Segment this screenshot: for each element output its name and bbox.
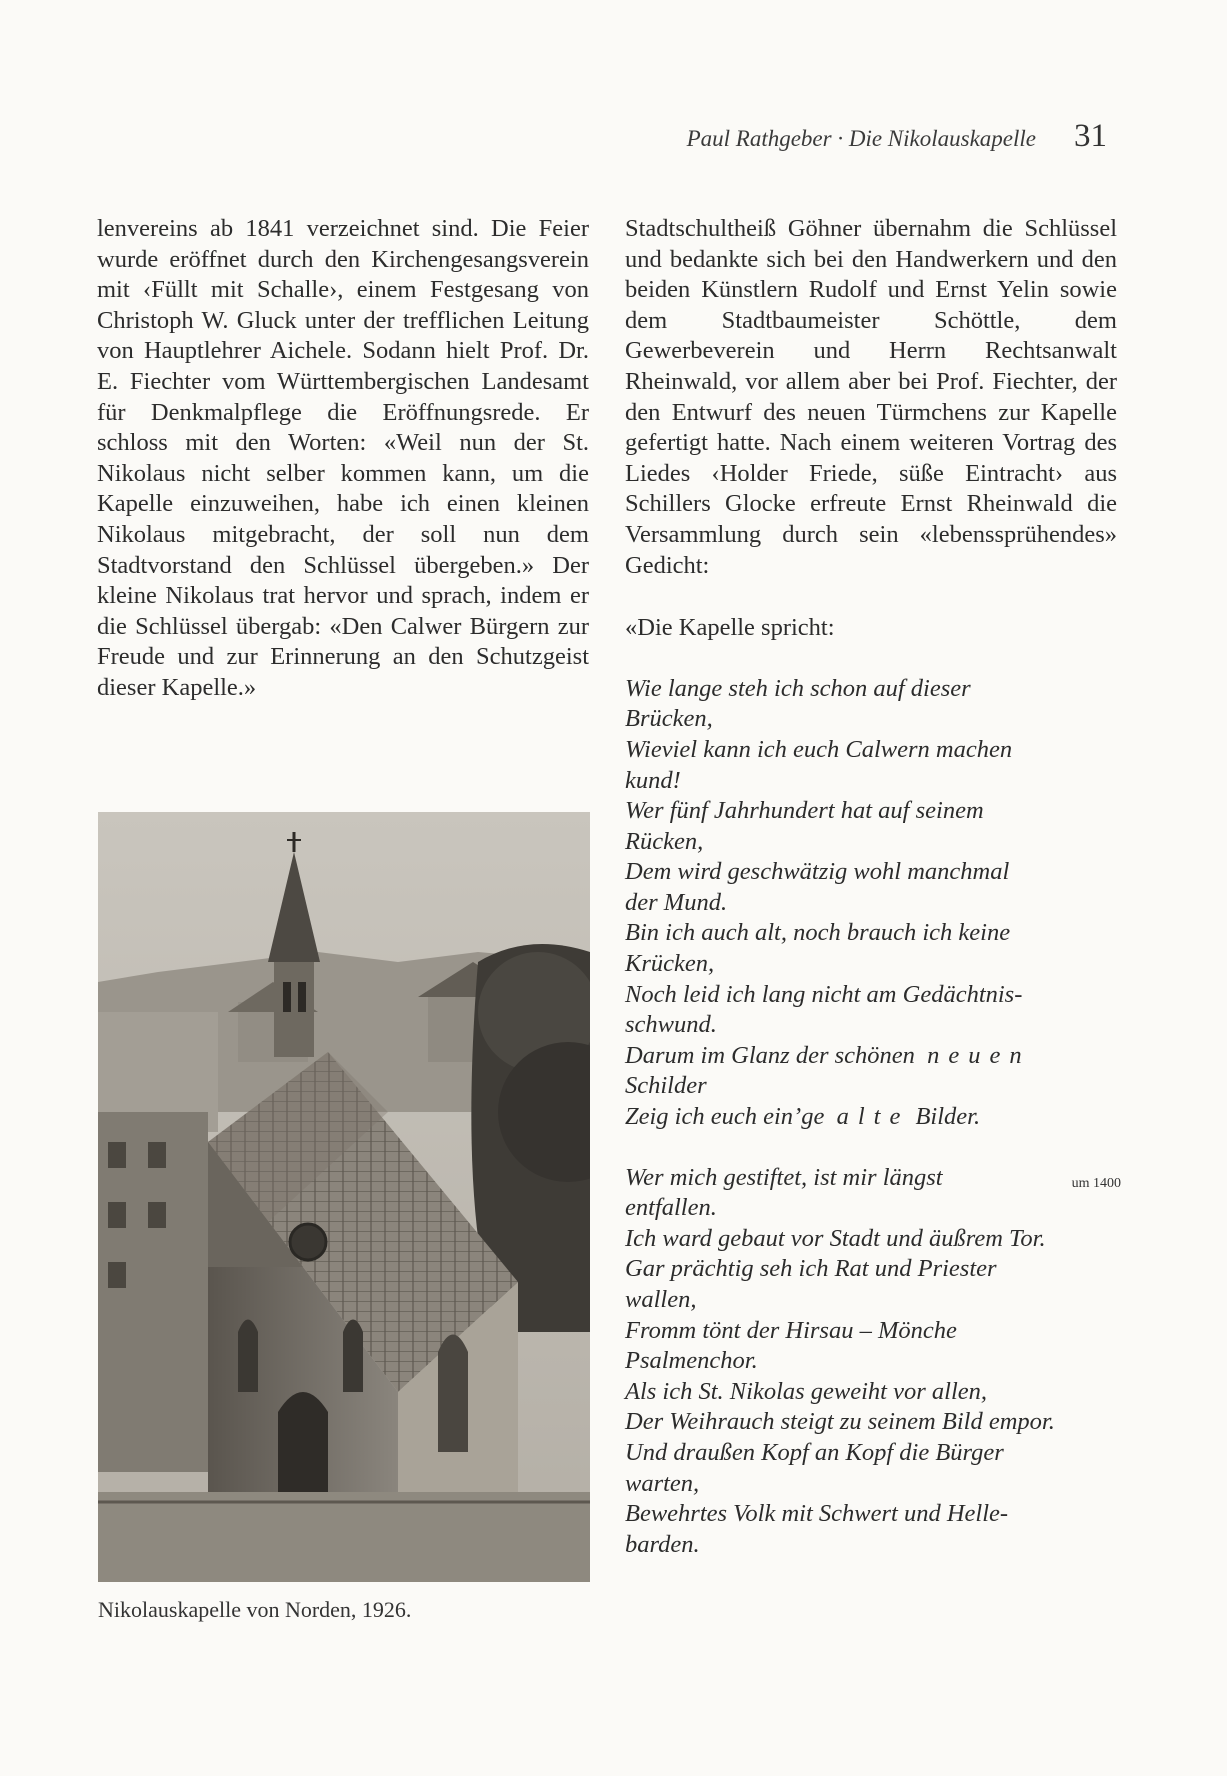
page-number: 31 <box>1074 118 1107 154</box>
margin-note: um 1400 <box>1071 1175 1121 1191</box>
poem-line: Bewehrtes Volk mit Schwert und Helle- <box>625 1500 1009 1528</box>
poem-line <box>625 1102 1117 1133</box>
poem-line: Wieviel kann ich euch Calwern machen <box>625 735 1013 763</box>
photo-caption: Nikolauskapelle von Norden, 1926. <box>98 1597 412 1622</box>
left-column <box>97 214 589 704</box>
poem-line: Wie lange steh ich schon auf dieser <box>625 674 971 702</box>
right-column <box>625 214 1121 1560</box>
poem-line: der Mund. <box>625 888 728 916</box>
poem-line: Psalmenchor. <box>625 1347 758 1375</box>
poem-line: Schilder <box>625 1072 707 1100</box>
poem-line: warten, <box>625 1469 700 1497</box>
poem-line: Fromm tönt der Hirsau – Mönche <box>625 1316 957 1344</box>
poem-line: schwund. <box>625 1011 717 1039</box>
poem-spaced-word: alte <box>836 1103 910 1131</box>
left-paragraph: lenvereins ab 1841 verzeichnet sind. Die Feier wurde eröffnet durch den Kirchengesangsverein mit ‹Füllt mit Schalle›, einem Festgesang von Christoph W. Gluck unter der trefflichen Leitung von Hauptlehrer Aichele. Sodann hielt Prof. Dr. E. Fiechter vom Württembergischen Landesamt für Denkmalpflege die Eröffnungsrede. Er schloss mit den Worten: «Weil nun der St. Nikolaus nicht selber kommen kann, um die Kapelle einzuweihen, habe ich einen kleinen Nikolaus mitgebracht, der soll nun dem Stadtvorstand den Schlüssel übergeben.» Der kleine Nikolaus trat hervor und sprach, indem er die Schlüssel übergab: «Den Calwer Bürgern zur Freude und zur Erinnerung an den Schutzgeist dieser Kapelle.» <box>97 215 589 701</box>
poem-line: Wer mich gestiftet, ist mir längst <box>625 1163 943 1191</box>
poem-line: Dem wird geschwätzig wohl manchmal <box>625 858 1010 886</box>
poem-fragment: Bilder. <box>915 1103 981 1131</box>
poem-line: kund! <box>625 766 681 794</box>
poem-line: Und draußen Kopf an Kopf die Bürger <box>625 1438 1004 1466</box>
poem-stanza-1 <box>625 674 1117 1133</box>
running-title: Paul Rathgeber · Die Nikolauskapelle <box>686 126 1036 151</box>
poem-line: Rücken, <box>625 827 704 855</box>
poem-line: entfallen. <box>625 1194 717 1222</box>
poem-line: Noch leid ich lang nicht am Gedächtnis- <box>625 980 1023 1008</box>
poem-line: barden. <box>625 1530 700 1558</box>
poem-line: Wer fünf Jahrhundert hat auf seinem <box>625 797 984 825</box>
poem-fragment: Darum im Glanz der schönen <box>625 1041 915 1069</box>
chapel-illustration <box>98 812 590 1582</box>
poem-line: Gar prächtig seh ich Rat und Priester <box>625 1255 997 1283</box>
poem-stanza-2 <box>625 1163 1121 1561</box>
poem-line: Krücken, <box>625 950 715 978</box>
poem-line: Brücken, <box>625 705 713 733</box>
poem-line: Ich ward gebaut vor Stadt und äußrem Tor. <box>625 1224 1046 1252</box>
right-paragraph: Stadtschultheiß Göhner übernahm die Schlüssel und bedankte sich bei den Handwerkern und den beiden Künstlern Rudolf und Ernst Yelin sowie dem Stadtbaumeister Schöttle, dem Gewerbeverein und Herrn Rechtsanwalt Rheinwald, vor allem aber bei Prof. Fiechter, der den Entwurf des neuen Türmchens zur Kapelle gefertigt hatte. Nach einem weiteren Vortrag des Liedes ‹Holder Friede, süße Eintracht› aus Schillers Glocke erfreute Ernst Rheinwald die Versammlung durch sein «lebenssprühendes» Gedicht: <box>625 215 1117 579</box>
poem-line: Als ich St. Nikolas geweiht vor allen, <box>625 1377 988 1405</box>
poem-heading: «Die Kapelle spricht: <box>625 614 835 642</box>
chapel-photo <box>98 812 590 1582</box>
poem-line: wallen, <box>625 1286 697 1313</box>
poem-spaced-word: neuen <box>927 1041 1031 1069</box>
poem-line: Bin ich auch alt, noch brauch ich keine <box>625 919 1011 947</box>
poem-line <box>625 1041 1117 1072</box>
poem-fragment: Zeig ich euch ein’ge <box>625 1103 825 1131</box>
poem-line: Der Weihrauch steigt zu seinem Bild empor. <box>625 1408 1055 1436</box>
running-header <box>687 118 1107 155</box>
